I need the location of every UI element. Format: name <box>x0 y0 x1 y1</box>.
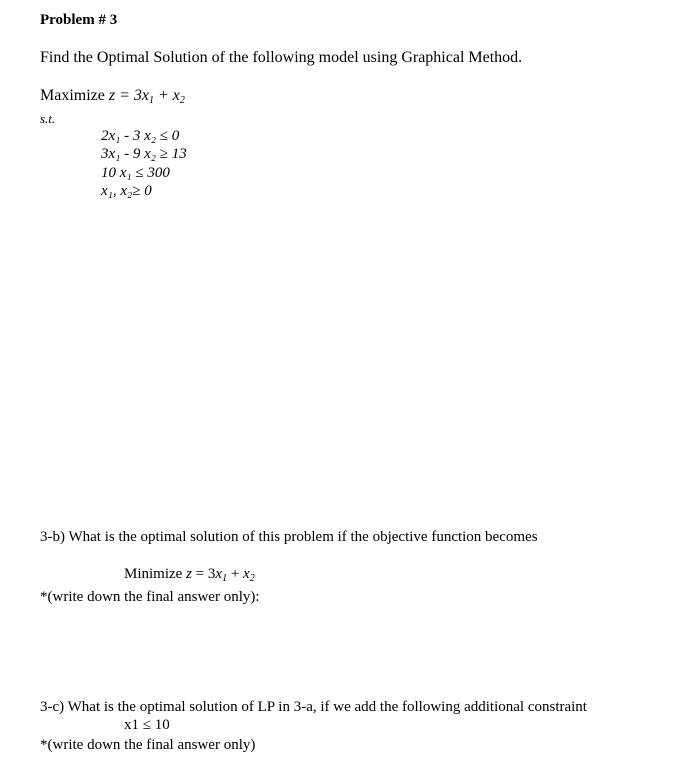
problem-statement: Find the Optimal Solution of the following model using Graphical Method. <box>40 49 523 66</box>
part-c-question: 3-c) What is the optimal solution of LP in 3-a, if we add the following additional constraint <box>40 699 587 715</box>
part-b-question: 3-b) What is the optimal solution of this problem if the objective function becomes <box>40 529 538 545</box>
constraint-1: 2x₁ - 3 x₂ ≤ 0 <box>101 128 180 144</box>
objective-maximize <box>40 87 185 106</box>
objective-b-sense: Minimize <box>124 566 183 582</box>
constraint-3: 10 x₁ ≤ 300 <box>101 165 170 181</box>
problem-title: Problem # 3 <box>40 12 118 28</box>
objective-expr: $z = 3x_1 + x_2$ <box>108 87 185 106</box>
constraint-2: 3x₁ - 9 x₂ ≥ 13 <box>101 146 187 162</box>
part-c-constraint: x1 ≤ 10 <box>124 717 170 733</box>
subject-to-label: s.t. <box>40 111 56 126</box>
constraint-nonneg: x₁, x₂≥ 0 <box>101 183 152 199</box>
part-b-note: *(write down the final answer only): <box>40 589 260 605</box>
objective-sense: Maximize <box>40 87 105 104</box>
objective-minimize <box>124 566 255 584</box>
part-c-note: *(write down the final answer only) <box>40 737 256 753</box>
objective-b-expr: $z = 3x_1 + x_2$ <box>186 566 255 584</box>
